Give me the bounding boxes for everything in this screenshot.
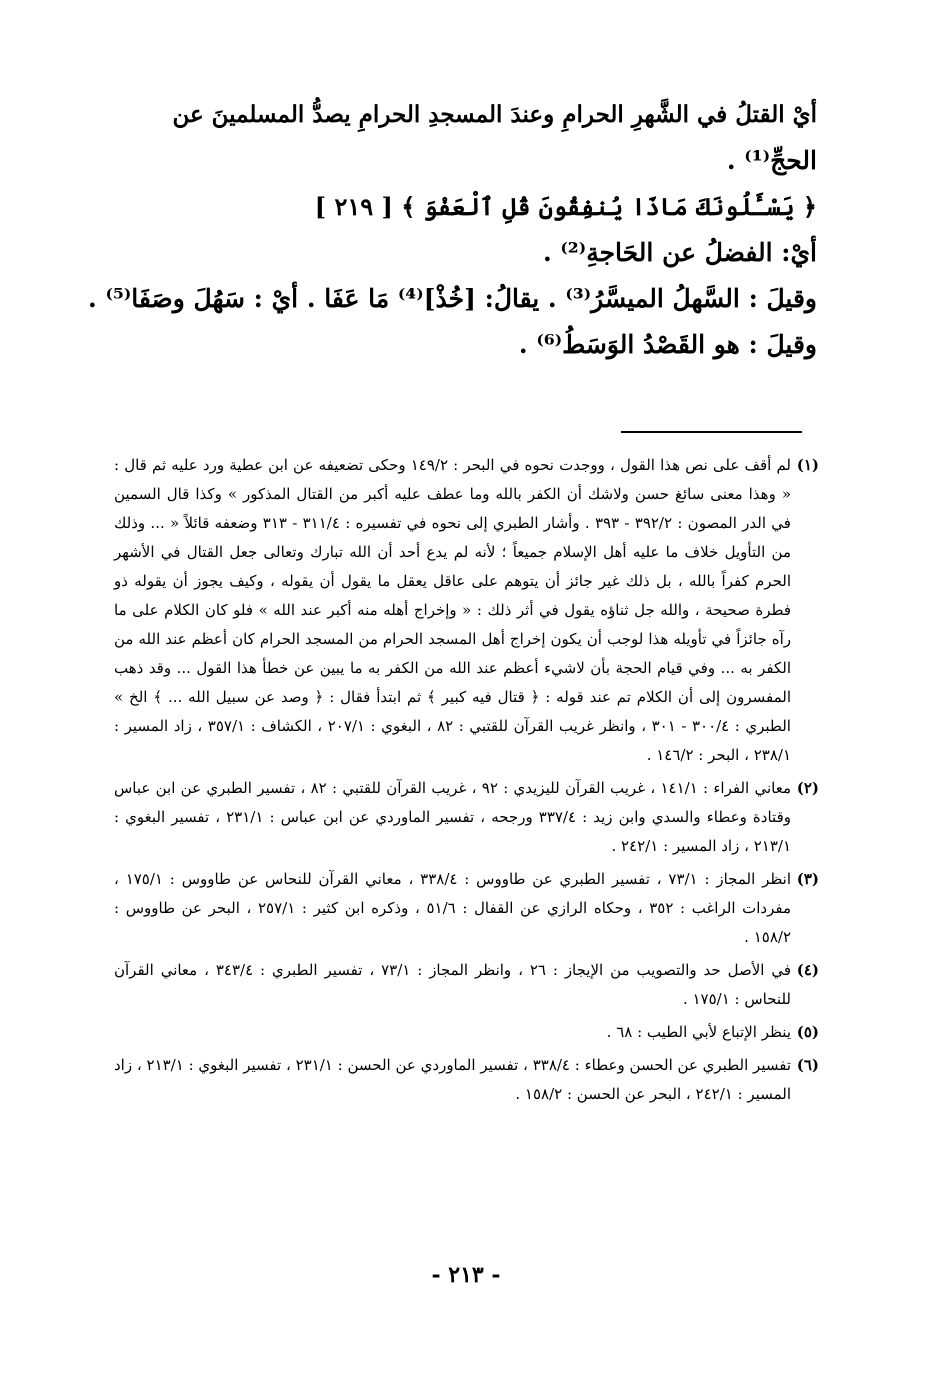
main-line: أيْ: الفضلُ عن الحَاجةِ⁽²⁾ . — [542, 238, 817, 267]
footnote-text: ينظر الإتباع لأبي الطيب : ٦٨ . — [606, 1023, 791, 1041]
footnote — [114, 865, 819, 952]
footnote-number: (٤) — [796, 961, 819, 979]
main-line: أيْ القتلُ في الشَّهرِ الحرامِ وعندَ المسجدِ الحرامِ يصدُّ المسلمينَ عن — [172, 101, 817, 128]
footnote — [114, 1018, 819, 1047]
footnotes — [114, 451, 819, 1113]
footnote — [114, 774, 819, 861]
main-line: الحجِّ⁽¹⁾ . — [726, 146, 817, 175]
main-line: وقيلَ : هو القَصْدُ الوَسَطُ⁽⁶⁾ . — [518, 330, 817, 359]
footnote-text: معاني الفراء : ١٤١/١ ، غريب القرآن لليزيدي : ٩٢ ، غريب القرآن للقتبي : ٨٢ ، تفسير الطبري عن ابن عباس وقتادة وعطاء والسدي وابن زيد : ٣٣٧/٤ ورجحه ، تفسير الماوردي عن ابن عباس : ٢٣١/١ ، تفسير البغوي : ٢١٣/١ ، زاد المسير : ٢٤٢/١ . — [114, 779, 791, 855]
footnote-number: (٢) — [796, 779, 819, 797]
footnote-text: في الأصل حد والتصويب من الإيجاز : ٢٦ ، وانظر المجاز : ٧٣/١ ، تفسير الطبري : ٣٤٣/٤ ، معاني القرآن للنحاس : ١٧٥/١ . — [114, 961, 791, 1008]
footnote-text: لم أقف على نص هذا القول ، ووجدت نحوه في البحر : ١٤٩/٢ وحكى تضعيفه عن ابن عطية ورد عليه ثم قال : « وهذا معنى سائغ حسن ولاشك أن الكفر بالله وما عطف عليه أكبر من القتال المذكور » وكذا قال السمين في الدر المصون : ٣٩٢/٢ - ٣٩٣ . وأشار الطبري إلى نحوه في تفسيره : ٣١١/٤ - ٣١٣ وضعفه قائلاً « ... وذلك من التأويل خلاف ما عليه أهل الإسلام جميعاً ؛ لأنه لم يدع أحد أن الله تبارك وتعالى جعل القتال في الأشهر الحرم كفراً بالله ، بل ذلك غير جائز أن يتوهم على عاقل يعقل ما يقول أن يقوله ، وكيف يجوز أن يقوله ذو فطرة صحيحة ، والله جل ثناؤه يقول في أثر ذلك : « وإخراج أهله منه أكبر عند الله » فلو كان الكلام على ما رآه جائزاً في تأويله هذا لوجب أن يكون إخراج أهل المسجد الحرام من المسجد الحرام كان أعظم عند الله من الكفر به ... وفي قيام الحجة بأن لاشيء أعظم عند الله من الكفر به ما يبين عن خطأ هذا القول ... وقد ذهب المفسرون إلى أن الكلام تم عند قوله : ﴿ قتال فيه كبير ﴾ ثم ابتدأ فقال : ﴿ وصد عن سبيل الله ... ﴾ الخ » الطبري : ٣٠٠/٤ - ٣٠١ ، وانظر غريب القرآن للقتبي : ٨٢ ، البغوي : ٢٠٧/١ ، الكشاف : ٣٥٧/١ ، زاد المسير : ٢٣٨/١ ، البحر : ١٤٦/٢ . — [114, 456, 792, 764]
quran-verse: ﴿ يَسْـَٔلُونَكَ مَاذَا يُنفِقُونَ قُلِ ٱلْعَفْوَ ﴾ [ ٢١٩ ] — [314, 192, 817, 221]
footnote-number: (٦) — [796, 1056, 819, 1074]
page-number: - ٢١٣ - — [431, 1262, 501, 1288]
footnote-divider — [621, 431, 802, 433]
footnote-text: تفسير الطبري عن الحسن وعطاء : ٣٣٨/٤ ، تفسير الماوردي عن الحسن : ٢٣١/١ ، تفسير البغوي : ٢١٣/١ ، زاد المسير : ٢٤٢/١ ، البحر عن الحسن : ١٥٨/٢ . — [114, 1056, 792, 1103]
footnote-number: (٣) — [796, 870, 819, 888]
footnote — [114, 1051, 819, 1109]
main-text — [88, 92, 817, 368]
footnote — [114, 451, 819, 770]
footnote-text: انظر المجاز : ٧٣/١ ، تفسير الطبري عن طاووس : ٣٣٨/٤ ، معاني القرآن للنحاس عن طاووس : ١٧٥/١ ، مفردات الراغب : ٣٥٢ ، وحكاه الرازي عن القفال : ٥١/٦ ، وذكره ابن كثير : ٢٥٧/١ ، البحر عن طاووس : ١٥٨/٢ . — [114, 870, 792, 946]
footnote-number: (٥) — [796, 1023, 819, 1041]
footnote — [114, 956, 819, 1014]
footnote-number: (١) — [796, 456, 819, 474]
main-line: وقيلَ : السَّهلُ الميسَّرُ⁽³⁾ . يقالُ: [خُذْ]⁽⁴⁾ مَا عَفَا . أيْ : سَهُلَ وصَفَا⁽⁵⁾ . — [88, 284, 817, 313]
